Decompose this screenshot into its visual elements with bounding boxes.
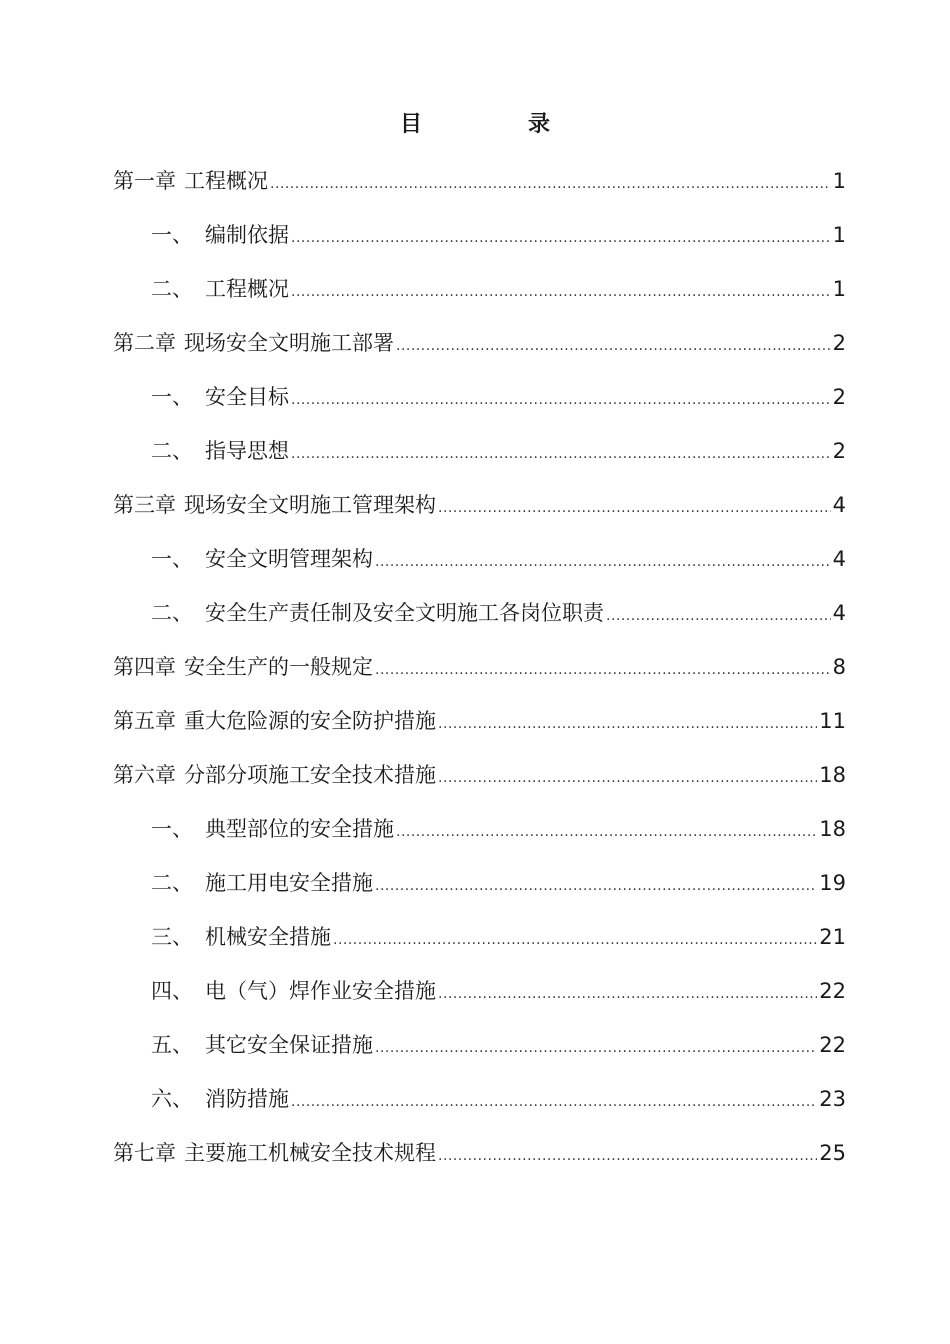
toc-section-entry[interactable] <box>113 1080 846 1134</box>
toc-page-number: 19 <box>819 871 846 895</box>
toc-entry-title: 主要施工机械安全技术规程 <box>184 1141 436 1165</box>
toc-page-number: 23 <box>819 1087 846 1111</box>
toc-section-entry[interactable] <box>113 216 846 270</box>
toc-entry-title: 分部分项施工安全技术措施 <box>184 763 436 787</box>
toc-entry-number: 一、 <box>151 223 193 247</box>
toc-page-number: 8 <box>832 655 846 679</box>
toc-list <box>113 162 846 1188</box>
toc-entry-number: 第三章 <box>113 493 176 517</box>
toc-entry-title: 安全生产责任制及安全文明施工各岗位职责 <box>205 601 604 625</box>
toc-entry-number: 第六章 <box>113 763 176 787</box>
toc-section-entry[interactable] <box>113 918 846 972</box>
toc-entry-title: 工程概况 <box>205 277 289 301</box>
toc-chapter-entry[interactable] <box>113 486 846 540</box>
toc-dot-leader <box>375 651 831 689</box>
toc-section-entry[interactable] <box>113 432 846 486</box>
toc-entry-title: 消防措施 <box>205 1087 289 1111</box>
toc-entry-title: 指导思想 <box>205 439 289 463</box>
toc-page-number: 18 <box>819 763 846 787</box>
toc-section-entry[interactable] <box>113 378 846 432</box>
toc-entry-title: 其它安全保证措施 <box>205 1033 373 1057</box>
toc-page-number: 21 <box>819 925 846 949</box>
toc-dot-leader <box>438 489 831 527</box>
toc-dot-leader <box>270 165 831 203</box>
toc-section-entry[interactable] <box>113 972 846 1026</box>
toc-dot-leader <box>396 813 817 851</box>
toc-entry-number: 二、 <box>151 439 193 463</box>
toc-entry-number: 第一章 <box>113 169 176 193</box>
toc-dot-leader <box>396 327 831 365</box>
toc-page-number: 2 <box>832 385 846 409</box>
toc-section-entry[interactable] <box>113 540 846 594</box>
toc-dot-leader <box>375 543 831 581</box>
toc-entry-number: 一、 <box>151 547 193 571</box>
toc-entry-number: 三、 <box>151 925 193 949</box>
toc-entry-number: 二、 <box>151 601 193 625</box>
toc-page-number: 22 <box>819 979 846 1003</box>
toc-entry-title: 机械安全措施 <box>205 925 331 949</box>
toc-section-entry[interactable] <box>113 1026 846 1080</box>
toc-entry-number: 五、 <box>151 1033 193 1057</box>
toc-dot-leader <box>291 219 831 257</box>
toc-entry-number: 二、 <box>151 277 193 301</box>
toc-dot-leader <box>333 921 817 959</box>
toc-dot-leader <box>291 1083 817 1121</box>
toc-page-number: 1 <box>832 223 846 247</box>
toc-entry-number: 一、 <box>151 817 193 841</box>
toc-entry-number: 二、 <box>151 871 193 895</box>
toc-dot-leader <box>438 1137 817 1175</box>
toc-entry-title: 安全生产的一般规定 <box>184 655 373 679</box>
toc-page-number: 18 <box>819 817 846 841</box>
toc-page-number: 2 <box>832 439 846 463</box>
toc-entry-title: 编制依据 <box>205 223 289 247</box>
toc-dot-leader <box>438 705 817 743</box>
toc-entry-number: 一、 <box>151 385 193 409</box>
toc-title: 目 录 <box>399 112 592 137</box>
toc-chapter-entry[interactable] <box>113 162 846 216</box>
toc-entry-title: 安全目标 <box>205 385 289 409</box>
toc-section-entry[interactable] <box>113 270 846 324</box>
toc-entry-number: 六、 <box>151 1087 193 1111</box>
toc-page-number: 22 <box>819 1033 846 1057</box>
toc-entry-title: 现场安全文明施工部署 <box>184 331 394 355</box>
toc-dot-leader <box>291 273 831 311</box>
toc-page-number: 11 <box>819 709 846 733</box>
toc-chapter-entry[interactable] <box>113 324 846 378</box>
toc-dot-leader <box>291 381 831 419</box>
toc-page-number: 4 <box>832 601 846 625</box>
toc-entry-number: 四、 <box>151 979 193 1003</box>
toc-entry-number: 第七章 <box>113 1141 176 1165</box>
toc-dot-leader <box>291 435 831 473</box>
toc-chapter-entry[interactable] <box>113 702 846 756</box>
toc-dot-leader <box>438 759 817 797</box>
toc-section-entry[interactable] <box>113 810 846 864</box>
toc-page-number: 4 <box>832 547 846 571</box>
toc-chapter-entry[interactable] <box>113 1134 846 1188</box>
toc-section-entry[interactable] <box>113 864 846 918</box>
toc-page-number: 1 <box>832 169 846 193</box>
toc-entry-title: 施工用电安全措施 <box>205 871 373 895</box>
toc-entry-title: 重大危险源的安全防护措施 <box>184 709 436 733</box>
toc-entry-number: 第五章 <box>113 709 176 733</box>
toc-chapter-entry[interactable] <box>113 648 846 702</box>
toc-dot-leader <box>438 975 817 1013</box>
toc-dot-leader <box>375 867 817 905</box>
toc-entry-title: 典型部位的安全措施 <box>205 817 394 841</box>
toc-page-number: 1 <box>832 277 846 301</box>
toc-entry-title: 安全文明管理架构 <box>205 547 373 571</box>
toc-dot-leader <box>606 597 831 635</box>
toc-entry-title: 现场安全文明施工管理架构 <box>184 493 436 517</box>
toc-entry-title: 工程概况 <box>184 169 268 193</box>
toc-page-number: 25 <box>819 1141 846 1165</box>
toc-chapter-entry[interactable] <box>113 756 846 810</box>
toc-dot-leader <box>375 1029 817 1067</box>
toc-page-number: 4 <box>832 493 846 517</box>
toc-entry-number: 第四章 <box>113 655 176 679</box>
toc-section-entry[interactable] <box>113 594 846 648</box>
toc-entry-title: 电（气）焊作业安全措施 <box>205 979 436 1003</box>
toc-page-number: 2 <box>832 331 846 355</box>
toc-entry-number: 第二章 <box>113 331 176 355</box>
